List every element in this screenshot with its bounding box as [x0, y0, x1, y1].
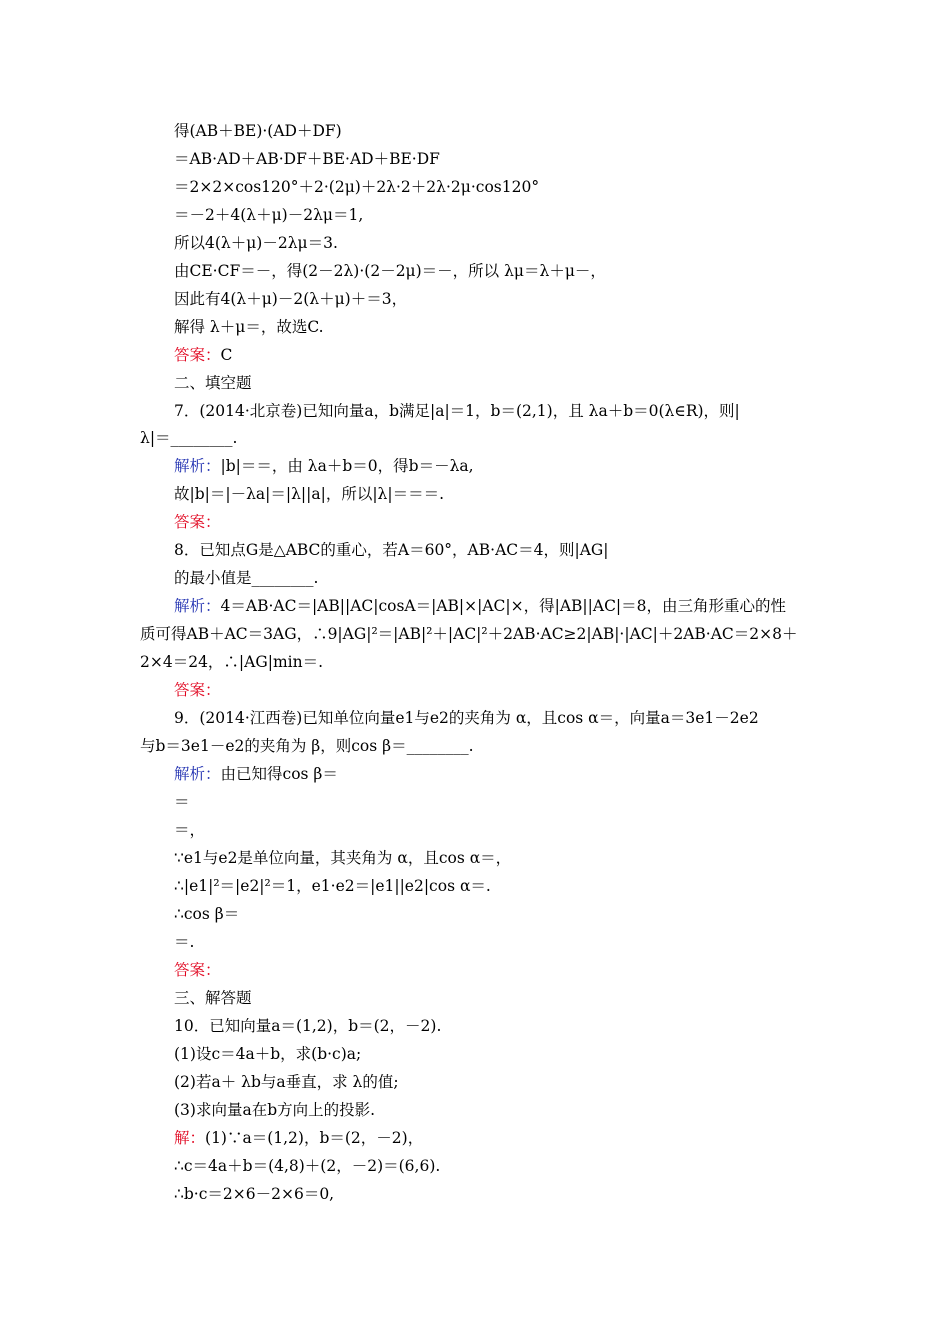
- line-text: ∴c＝4a＋b＝(4,8)＋(2，－2)＝(6,6).: [174, 1157, 441, 1175]
- text-line: [174, 568, 318, 588]
- line-text: 由已知得cos β＝: [220, 765, 338, 783]
- answer-label: 答案：: [174, 961, 221, 979]
- line-text: (2)若a＋ λb与a垂直，求 λ的值;: [174, 1073, 399, 1091]
- line-text: 与b＝3e1－e2的夹角为 β，则cos β＝________.: [140, 737, 474, 755]
- text-line: [174, 904, 239, 924]
- analysis-label: 解析：: [174, 765, 221, 783]
- text-line: [174, 261, 606, 281]
- line-text: ＝: [174, 793, 190, 811]
- text-line: [174, 401, 740, 421]
- line-text: ＝2×2×cos120°＋2·(2μ)＋2λ·2＋2λ·2μ·cos120°: [174, 178, 540, 196]
- text-line: [174, 205, 363, 225]
- text-line: [174, 373, 252, 393]
- line-text: 4＝AB·AC＝|AB||AC|cosA＝|AB|×|AC|×，得|AB||AC|＝8，由三角形重心的性: [220, 597, 787, 615]
- text-line: [174, 1100, 375, 1120]
- line-text: ＝－2＋4(λ＋μ)－2λμ＝1,: [174, 206, 364, 224]
- text-line: [140, 736, 474, 756]
- line-text: 因此有4(λ＋μ)－2(λ＋μ)＋＝3，: [174, 290, 408, 308]
- line-text: 7．(2014·北京卷)已知向量a，b满足|a|＝1，b＝(2,1)，且 λa＋b＝0(λ∈R)，则|: [174, 402, 740, 420]
- answer-line: [174, 680, 221, 700]
- text-line: [174, 1184, 334, 1204]
- text-line: [140, 624, 798, 644]
- text-line: [174, 1072, 399, 1092]
- text-line: [174, 988, 252, 1008]
- answer-line: [174, 345, 232, 365]
- line-text: 的最小值是________.: [174, 569, 319, 587]
- text-line: [140, 428, 237, 448]
- line-text: (1)设c＝4a＋b，求(b·c)a;: [174, 1045, 362, 1063]
- text-line: [174, 792, 190, 812]
- text-line: [174, 1044, 361, 1064]
- line-text: 9．(2014·江西卷)已知单位向量e1与e2的夹角为 α，且cos α＝，向量a＝3e1－2e2: [174, 709, 759, 727]
- answer-label: 答案：: [174, 681, 221, 699]
- line-text: 8．已知点G是△ABC的重心，若A＝60°，AB·AC＝4，则|AG|: [174, 541, 609, 559]
- answer-label: 答案：: [174, 346, 221, 364]
- line-text: 10．已知向量a＝(1,2)，b＝(2，－2).: [174, 1017, 442, 1035]
- line-text: 由CE·CF＝－，得(2－2λ)·(2－2μ)＝－，所以 λμ＝λ＋μ－，: [174, 262, 606, 280]
- answer-line: [174, 960, 221, 980]
- line-text: 故|b|＝|－λa|＝|λ||a|，所以|λ|＝＝＝.: [174, 485, 445, 503]
- line-text: 三、解答题: [174, 989, 252, 1007]
- text-line: [174, 289, 407, 309]
- line-text: (3)求向量a在b方向上的投影.: [174, 1101, 376, 1119]
- analysis-label: 解析：: [174, 457, 221, 475]
- line-text: λ|＝________.: [140, 429, 238, 447]
- answer-label: 解：: [174, 1129, 206, 1147]
- analysis-label: 解析：: [174, 597, 221, 615]
- text-line: [174, 1016, 441, 1036]
- text-line: [174, 149, 440, 169]
- line-text: ∴b·c＝2×6－2×6＝0,: [174, 1185, 335, 1203]
- line-text: 得(AB＋BE)·(AD＋DF): [174, 122, 342, 140]
- text-line: [174, 848, 511, 868]
- text-line: [174, 177, 539, 197]
- answer-line: [174, 512, 221, 532]
- line-text: 2×4＝24，∴|AG|min＝.: [140, 653, 324, 671]
- line-text: |b|＝＝，由 λa＋b＝0，得b＝－λa,: [220, 457, 474, 475]
- line-text: C: [220, 346, 233, 364]
- analysis-line: [174, 764, 338, 784]
- text-line: [174, 1156, 440, 1176]
- analysis-line: [174, 456, 474, 476]
- line-text: 质可得AB＋AC＝3AG，∴9|AG|²＝|AB|²＋|AC|²＋2AB·AC≥2|AB|·|AC|＋2AB·AC＝2×8＋: [140, 625, 798, 643]
- line-text: 所以4(λ＋μ)－2λμ＝3.: [174, 234, 338, 252]
- line-text: ∴|e1|²＝|e2|²＝1，e1·e2＝|e1||e2|cos α＝.: [174, 877, 491, 895]
- line-text: ＝.: [174, 933, 195, 951]
- text-line: [174, 540, 609, 560]
- text-line: [174, 708, 759, 728]
- text-line: [174, 233, 338, 253]
- line-text: ＝AB·AD＋AB·DF＋BE·AD＋BE·DF: [174, 150, 440, 168]
- text-line: [174, 876, 491, 896]
- answer-label: 答案：: [174, 513, 221, 531]
- answer-line: [174, 1128, 423, 1148]
- text-line: [174, 932, 194, 952]
- line-text: ∴cos β＝: [174, 905, 240, 923]
- text-line: [174, 121, 342, 141]
- line-text: ＝，: [174, 821, 206, 839]
- text-line: [174, 484, 444, 504]
- line-text: (1)∵a＝(1,2)，b＝(2，－2)，: [205, 1129, 424, 1147]
- line-text: 二、填空题: [174, 374, 252, 392]
- analysis-line: [174, 596, 786, 616]
- text-line: [174, 317, 324, 337]
- line-text: ∵e1与e2是单位向量，其夹角为 α，且cos α＝，: [174, 849, 512, 867]
- text-line: [140, 652, 323, 672]
- line-text: 解得 λ＋μ＝，故选C.: [174, 318, 324, 336]
- text-line: [174, 820, 205, 840]
